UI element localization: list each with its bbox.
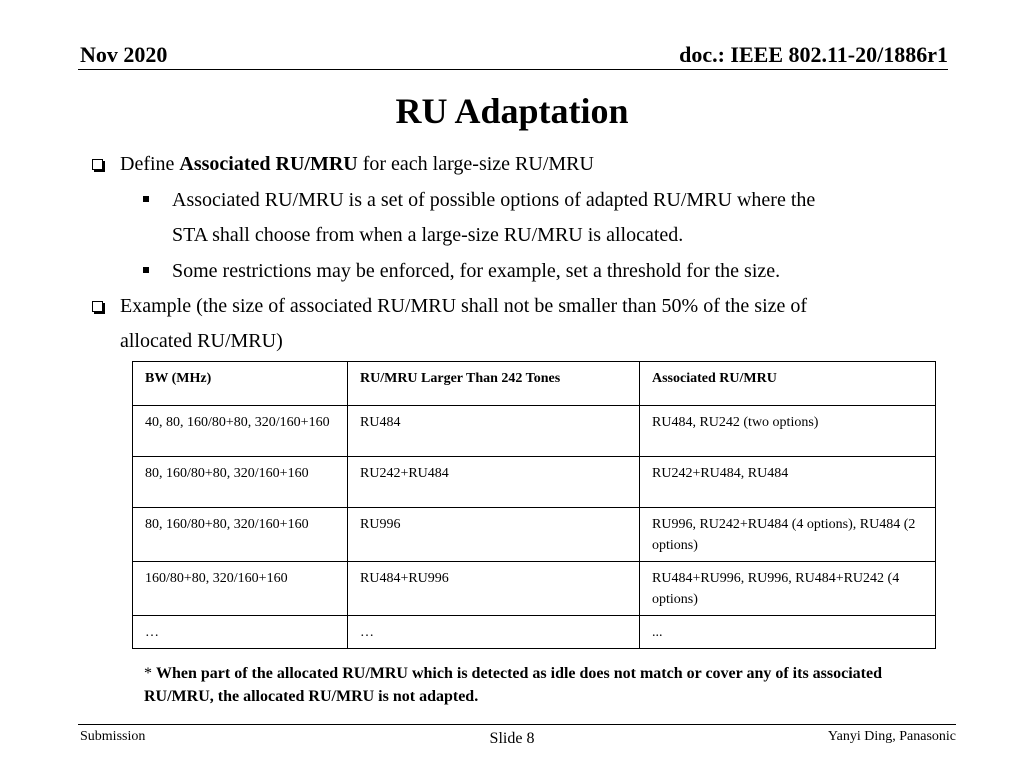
table-cell: RU242+RU484, RU484	[640, 457, 936, 508]
table-cell: RU484, RU242 (two options)	[640, 406, 936, 457]
checkbox-bullet-icon	[92, 159, 103, 170]
bullet-example-line2: allocated RU/MRU)	[120, 330, 283, 352]
table-cell: RU996, RU242+RU484 (4 options), RU484 (2 options)	[640, 508, 936, 562]
table-cell: 160/80+80, 320/160+160	[133, 562, 348, 616]
table-cell: 80, 160/80+80, 320/160+160	[133, 508, 348, 562]
table-row	[133, 457, 936, 508]
bullet-define-bold: Associated RU/MRU	[179, 153, 358, 175]
table-header-cell: BW (MHz)	[133, 362, 348, 406]
footer-slide-number: Slide 8	[489, 730, 535, 747]
table-header-row	[133, 362, 936, 406]
footnote-text: When part of the allocated RU/MRU which is detected as idle does not match or cover any of its associated RU/MRU, the allocated RU/MRU is not adapted.	[144, 665, 883, 705]
bullet-define-pre: Define	[120, 153, 180, 175]
slide-title: RU Adaptation	[395, 91, 629, 131]
checkbox-bullet-icon	[92, 301, 103, 312]
table-cell: 80, 160/80+80, 320/160+160	[133, 457, 348, 508]
footer-author: Yanyi Ding, Panasonic	[827, 729, 956, 744]
square-bullet-icon	[143, 267, 149, 273]
table-row	[133, 616, 936, 649]
table-cell: …	[348, 616, 640, 649]
bullet-define-post: for each large-size RU/MRU	[357, 153, 594, 175]
sub-bullet-restrictions: Some restrictions may be enforced, for example, set a threshold for the size.	[172, 260, 781, 282]
header-doc-id: doc.: IEEE 802.11-20/1886r1	[679, 42, 948, 67]
table-row	[133, 406, 936, 457]
sub-bullet-associated-line1: Associated RU/MRU is a set of possible options of adapted RU/MRU where the	[172, 189, 816, 211]
table-cell: RU242+RU484	[348, 457, 640, 508]
table-cell: ...	[640, 616, 936, 649]
table-cell: 40, 80, 160/80+80, 320/160+160	[133, 406, 348, 457]
footnote	[144, 662, 924, 708]
sub-bullet-associated-line2: STA shall choose from when a large-size RU/MRU is allocated.	[172, 224, 684, 246]
table-row	[133, 508, 936, 562]
table-header-cell: RU/MRU Larger Than 242 Tones	[348, 362, 640, 406]
table-header-cell: Associated RU/MRU	[640, 362, 936, 406]
table-cell: RU996	[348, 508, 640, 562]
square-bullet-icon	[143, 196, 149, 202]
table-cell: RU484+RU996	[348, 562, 640, 616]
table-cell: RU484	[348, 406, 640, 457]
table-cell: …	[133, 616, 348, 649]
bullet-example-line1: Example (the size of associated RU/MRU shall not be smaller than 50% of the size of	[120, 295, 808, 317]
header-divider	[78, 69, 948, 70]
ru-adaptation-table	[132, 361, 936, 649]
table-cell: RU484+RU996, RU996, RU484+RU242 (4 options)	[640, 562, 936, 616]
header-date: Nov 2020	[80, 42, 168, 67]
footer-divider	[78, 724, 956, 725]
table-row	[133, 562, 936, 616]
footer-submission: Submission	[80, 729, 146, 744]
footnote-asterisk: *	[144, 665, 156, 682]
bullet-define	[120, 151, 594, 177]
